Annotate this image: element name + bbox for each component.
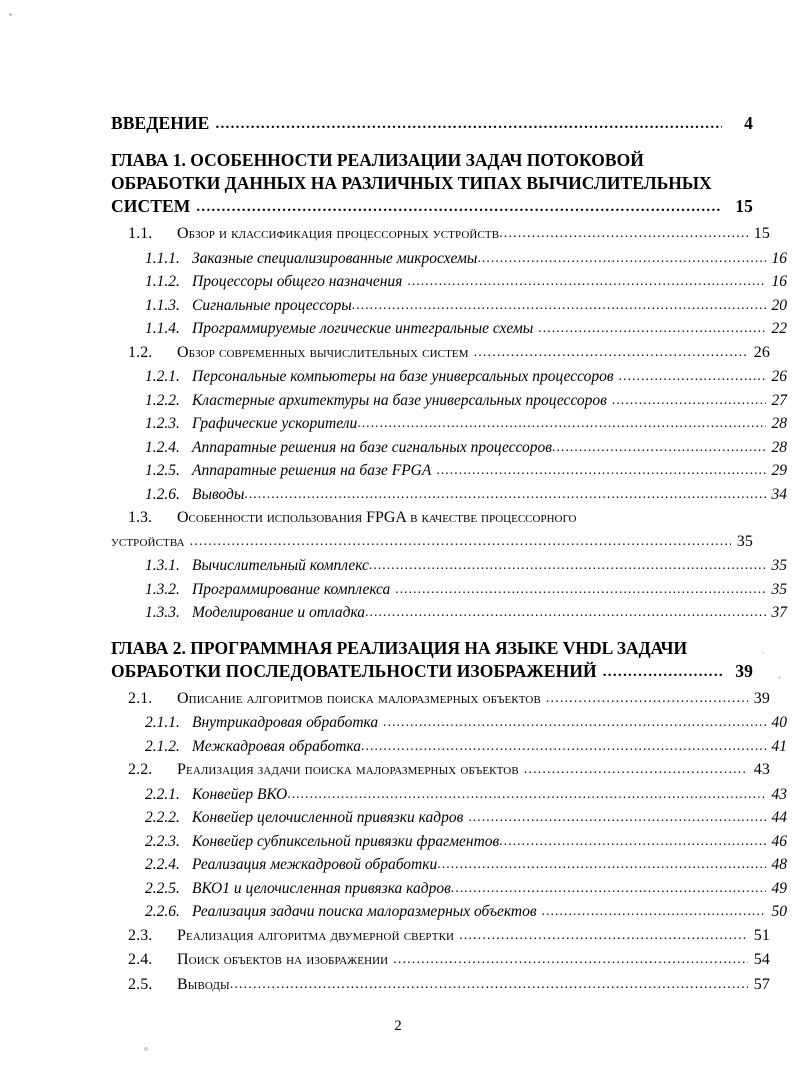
dot-leader [244,482,766,506]
scan-speck [9,13,13,17]
toc-entry-1-1-4[interactable] [111,317,787,341]
toc-entry-title: Выводы [192,485,245,503]
dot-leader [546,687,748,711]
dot-leader [190,530,731,554]
toc-entry-title: Вычислительный комплекс [192,557,369,574]
toc-entry-number: 2.2.6. [145,903,180,920]
toc-entry-page-number: 26 [771,368,787,385]
toc-entry-title: Процессоры общего назначения [192,273,403,290]
dot-leader [499,829,766,853]
toc-entry-number: 2.2. [128,761,153,778]
toc-entry-2-1-2[interactable] [111,735,787,759]
toc-entry-page-number: 40 [771,714,787,731]
toc-entry-title: Поиск объектов на изображении [177,951,389,968]
toc-entry-title: Особенности использования FPGA в качестве процессорного [177,509,577,526]
toc-entry-page-number: 46 [771,832,787,850]
toc-entry-number: 2.1. [128,689,153,707]
toc-entry-last-line [111,112,753,137]
toc-entry-2-3[interactable] [111,924,770,949]
dot-leader [542,899,766,923]
toc-entry-title: Конвейер субпиксельной привязки фрагментов [192,832,500,850]
dot-leader [407,269,766,293]
dot-leader [468,805,766,829]
toc-entry-number: 2.2.5. [145,879,180,897]
toc-entry-2-2-2[interactable] [111,806,787,830]
toc-entry-1-3[interactable] [111,506,753,530]
dot-leader [499,222,748,246]
toc-entry-title: СИСТЕМ [111,196,191,216]
dot-leader [524,758,748,782]
toc-entry-page-number: 22 [771,320,787,337]
dot-leader [474,341,748,365]
toc-entry-number: 2.5. [128,975,153,993]
toc-entry-1-2-6[interactable] [111,483,787,507]
dot-leader [369,553,766,577]
toc-entry-page-number: 39 [753,689,770,707]
toc-entry-number: 2.4. [128,951,153,968]
toc-entry-number: 1.1. [128,225,153,242]
toc-entry-title-line: ГЛАВА 1. ОСОБЕННОСТИ РЕАЛИЗАЦИИ ЗАДАЧ ПОТОКОВОЙ [111,150,644,170]
dot-leader [393,948,748,972]
toc-entry-1-1-1[interactable] [111,247,787,271]
toc-entry-title: Моделирование и отладка [192,604,366,621]
toc-entry-page-number: 43 [753,761,770,778]
toc-entry-number: 1.2.5. [145,462,180,479]
toc-entry-page-number: 35 [771,557,787,574]
toc-entry-page-number: 16 [771,249,787,267]
toc-entry-number: 2.2.3. [145,832,180,850]
toc-entry-1-2-3[interactable] [111,412,787,436]
toc-entry-2-2[interactable] [111,758,770,783]
toc-entry-chapter-глава-2[interactable] [111,637,753,685]
toc-entry-last-line [111,660,753,685]
dot-leader [436,458,766,482]
dot-leader [196,196,722,219]
dot-leader [538,316,766,340]
toc-entry-2-1-1[interactable] [111,711,787,735]
toc-entry-number: 2.2.2. [145,809,180,826]
toc-entry-number: 1.1.2. [145,273,180,290]
toc-entry-2-2-6[interactable] [111,900,787,924]
dot-leader [357,411,766,435]
toc-entry-page-number: 28 [771,415,787,432]
toc-entry-number: 1.1.1. [145,249,180,267]
toc-entry-page-number: 34 [771,485,787,503]
toc-entry-number: 1.1.3. [145,296,180,314]
toc-entry-number: 2.2.1. [145,785,180,803]
toc-entry-number: 1.3. [128,509,152,526]
toc-entry-page-number: 37 [771,604,787,621]
toc-entry-title: Аппаратные решения на базе FPGA [192,462,432,479]
toc-entry-1-2-5[interactable] [111,459,787,483]
toc-entry-title: Сигнальные процессоры [192,296,352,314]
toc-entry-2-2-3[interactable] [111,830,787,854]
toc-entry-2-2-1[interactable] [111,783,787,807]
toc-entry-number: 2.1.2. [145,737,180,755]
toc-entry-title-line: ГЛАВА 2. ПРОГРАММНАЯ РЕАЛИЗАЦИЯ НА ЯЗЫКЕ VHDL ЗАДАЧИ [111,637,688,658]
toc-entry-title: Обзор современных вычислительных систем [177,343,469,361]
dot-leader [552,435,766,459]
toc-entry-1-1[interactable] [111,222,770,247]
scan-speck [778,676,781,679]
toc-entry-title: Межкадровая обработка [192,737,362,755]
toc-entry-page-number: 48 [771,856,787,873]
toc-entry-number: 1.2.3. [145,415,180,432]
toc-entry-1-3-2[interactable] [111,578,787,602]
dot-leader [215,113,722,136]
toc-entry-title: Внутрикадровая обработка [192,714,379,731]
toc-entry-page-number: 20 [771,296,787,314]
toc-entry-1-2-2[interactable] [111,389,787,413]
toc-entry-page-number: 15 [753,225,770,242]
toc-entry-1-2-4[interactable] [111,436,787,460]
toc-entry-number: 1.2.4. [145,438,180,456]
toc-entry-2-1[interactable] [111,687,770,712]
toc-entry-title: Выводы [177,975,230,993]
toc-entry-2-2-4[interactable] [111,853,787,877]
toc-entry-chapter-введение[interactable] [111,112,753,137]
toc-entry-number: 1.2.6. [145,485,180,503]
toc-entry-page-number: 35 [736,532,753,550]
toc-entry-title: Программирование комплекса [192,580,391,598]
toc-entry-page-number: 41 [771,737,787,755]
toc-entry-number: 1.3.1. [145,557,180,574]
toc-entry-page-number: 57 [753,975,770,993]
toc-entry-2-2-5[interactable] [111,877,787,901]
toc-entry-title: ОБРАБОТКИ ПОСЛЕДОВАТЕЛЬНОСТИ ИЗОБРАЖЕНИЙ [111,660,597,681]
toc-entry-title: Реализация межкадровой обработки [192,856,438,873]
toc-entry-chapter-глава-1[interactable] [111,149,753,220]
toc-entry-page-number: 16 [771,273,787,290]
toc-entry-1-3-1[interactable] [111,554,787,578]
toc-entry-title: Программируемые логические интегральные схемы [192,320,534,337]
toc-entry-number: 2.3. [128,926,153,944]
dot-leader [612,388,766,412]
dot-leader [477,246,766,270]
scan-speck [762,652,764,654]
toc-entry-title: Реализация алгоритма двумерной свертки [177,926,455,944]
table-of-contents [111,112,787,997]
toc-entry-number: 1.3.3. [145,604,180,621]
dot-leader [603,661,722,684]
toc-entry-title: Заказные специализированные микросхемы [192,249,478,267]
toc-entry-1-1-2[interactable] [111,270,787,294]
toc-entry-number: 1.3.2. [145,580,180,598]
toc-entry-title: Конвейер ВКО [192,785,288,803]
toc-entry-1-3-3[interactable] [111,601,787,625]
toc-entry-title: Графические ускорители [192,415,358,432]
toc-entry-page-number: 29 [771,462,787,479]
toc-entry-page-number: 27 [771,391,787,409]
toc-entry-page-number: 4 [744,113,753,133]
toc-entry-title: Описание алгоритмов поиска малоразмерных объектов [177,689,541,707]
toc-entry-page-number: 51 [753,926,770,944]
toc-entry-page-number: 35 [771,580,787,598]
toc-entry-1-2-1[interactable] [111,365,787,389]
toc-entry-number: 2.2.4. [145,856,180,873]
toc-entry-title: Конвейер целочисленной привязки кадров [192,809,464,826]
scan-speck [144,1047,148,1051]
toc-entry-title: Персональные компьютеры на базе универсальных процессоров [192,368,614,385]
toc-entry-title: Реализация задачи поиска малоразмерных объектов [177,761,519,778]
toc-entry-title: Аппаратные решения на базе сигнальных процессоров [192,438,553,456]
toc-entry-number: 1.1.4. [145,320,180,337]
toc-entry-1-2[interactable] [111,341,770,366]
dot-leader [619,364,766,388]
toc-entry-2-4[interactable] [111,948,770,973]
toc-entry-page-number: 54 [753,951,770,968]
toc-entry-page-number: 39 [735,660,753,681]
dot-leader [352,293,766,317]
toc-entry-title: Реализация задачи поиска малоразмерных объектов [192,903,537,920]
toc-entry-last-line [111,195,753,220]
toc-entry-1-1-3[interactable] [111,294,787,318]
toc-entry-number: 1.2. [128,343,153,361]
toc-entry-title-line: ОБРАБОТКИ ДАННЫХ НА РАЗЛИЧНЫХ ТИПАХ ВЫЧИСЛИТЕЛЬНЫХ [111,173,712,193]
dot-leader [459,924,748,948]
toc-entry-number: 1.2.1. [145,368,180,385]
dot-leader [395,577,766,601]
toc-entry-page-number: 43 [771,785,787,803]
toc-entry-wrapped-line [111,530,753,555]
toc-entry-title: Кластерные архитектуры на базе универсальных процессоров [192,391,607,409]
dot-leader [365,600,766,624]
toc-entry-2-5[interactable] [111,973,770,998]
toc-entry-page-number: 49 [771,879,787,897]
toc-entry-page-number: 15 [735,196,753,216]
toc-entry-title: Обзор и классификация процессорных устройств [177,225,500,242]
toc-entry-page-number: 28 [771,438,787,456]
dot-leader [383,710,766,734]
toc-entry-page-number: 26 [753,343,770,361]
toc-entry-number: 1.2.2. [145,391,180,409]
toc-entry-number: 2.1.1. [145,714,180,731]
dot-leader [361,734,766,758]
dot-leader [437,852,766,876]
dot-leader [451,876,766,900]
page-folio: 2 [394,1018,402,1034]
dot-leader [287,782,766,806]
toc-entry-page-number: 50 [771,903,787,920]
toc-entry-title: ВВЕДЕНИЕ [111,113,210,133]
dot-leader [230,973,748,997]
toc-entry-title: ВКО1 и целочисленная привязка кадров [192,879,451,897]
toc-entry-page-number: 44 [771,809,787,826]
toc-entry-title-continued: устройства [111,532,185,550]
